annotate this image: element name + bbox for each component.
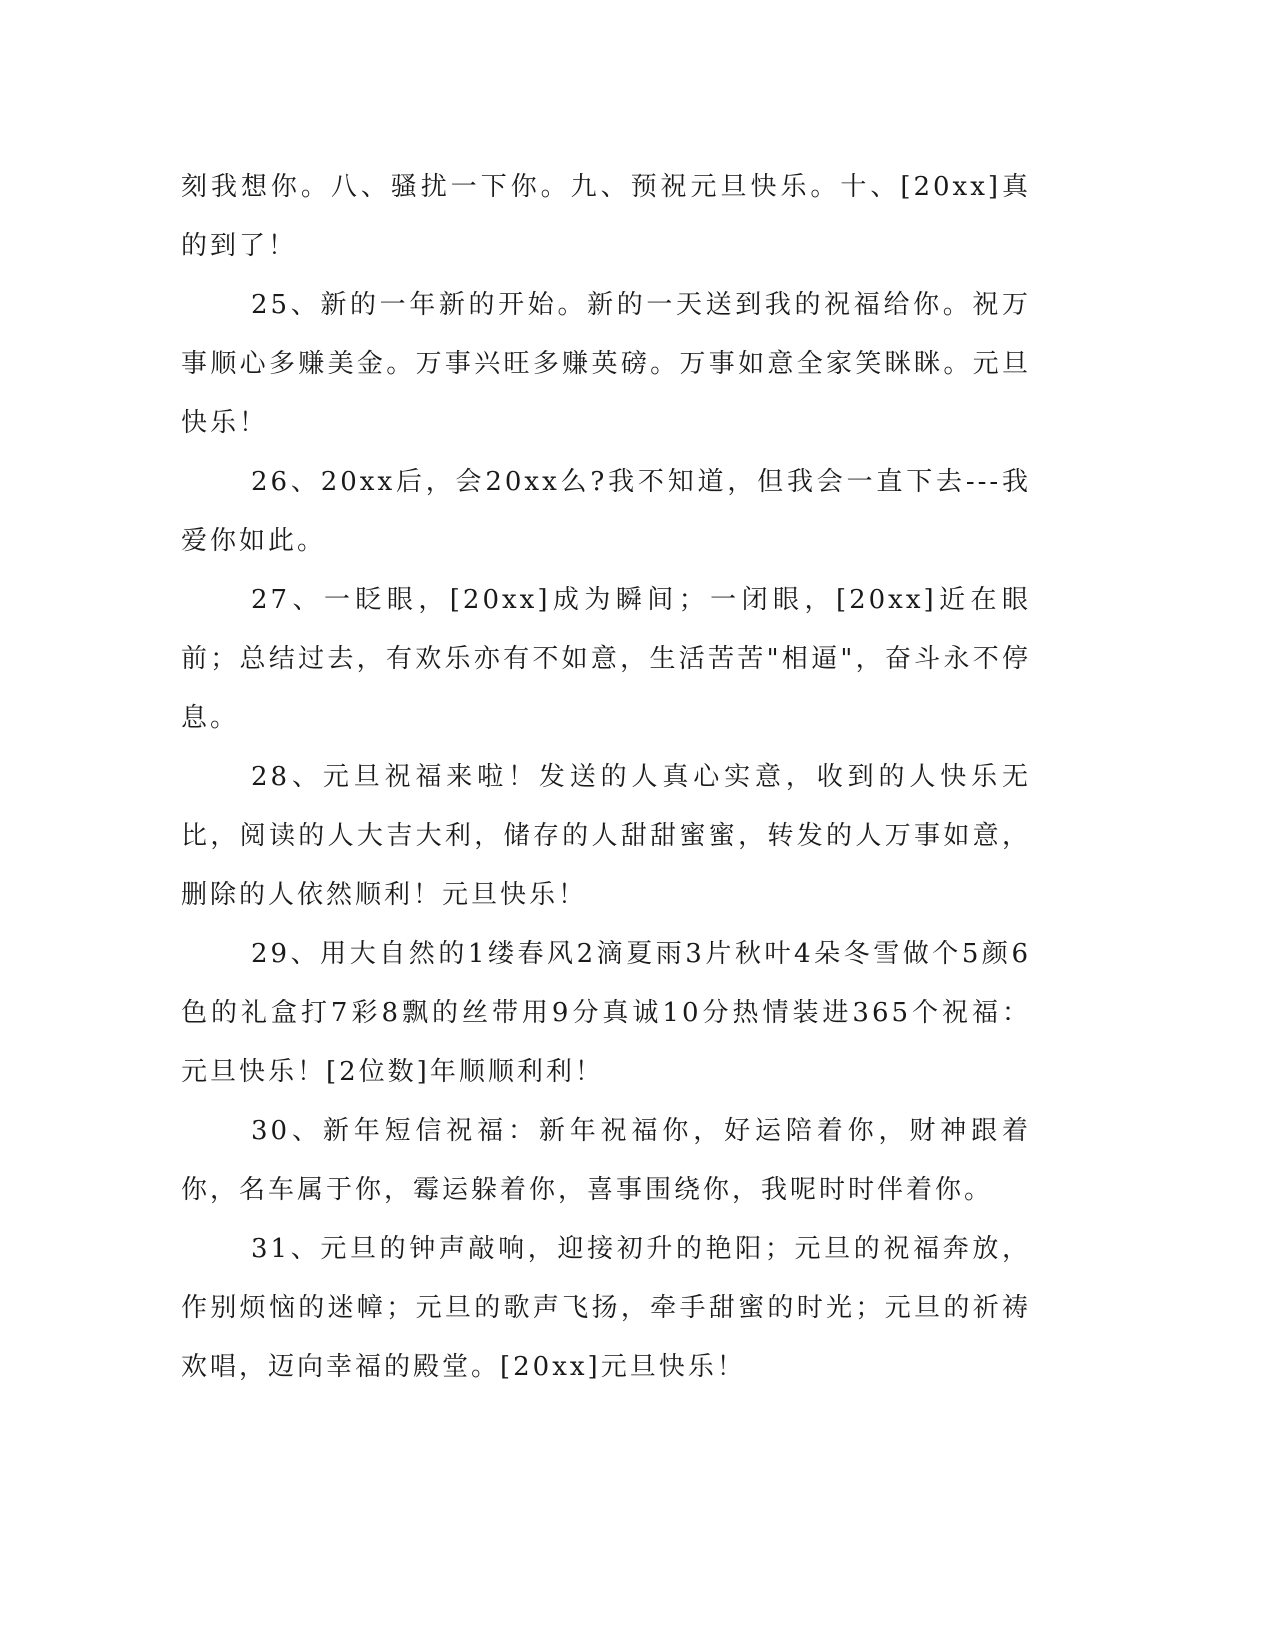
paragraph-30: 30、新年短信祝福：新年祝福你，好运陪着你，财神跟着你，名车属于你，霉运躲着你，喜事围绕你，我呢时时伴着你。 xyxy=(181,1116,1031,1205)
paragraph-26: 26、20xx后，会20xx么?我不知道，但我会一直下去---我爱你如此。 xyxy=(181,467,1031,556)
paragraph-29: 29、用大自然的1缕春风2滴夏雨3片秋叶4朵冬雪做个5颜6色的礼盒打7彩8飘的丝带用9分真诚10分热情装进365个祝福：元旦快乐！[2位数]年顺顺利利！ xyxy=(181,939,1031,1087)
document-body xyxy=(181,158,1031,1397)
paragraph-31: 31、元旦的钟声敲响，迎接初升的艳阳；元旦的祝福奔放，作别烦恼的迷幛；元旦的歌声飞扬，牵手甜蜜的时光；元旦的祈祷欢唱，迈向幸福的殿堂。[20xx]元旦快乐！ xyxy=(181,1234,1031,1382)
paragraph-continuation: 刻我想你。八、骚扰一下你。九、预祝元旦快乐。十、[20xx]真的到了！ xyxy=(181,172,1031,261)
paragraph-28: 28、元旦祝福来啦！发送的人真心实意，收到的人快乐无比，阅读的人大吉大利，储存的人甜甜蜜蜜，转发的人万事如意，删除的人依然顺利！元旦快乐！ xyxy=(181,762,1031,910)
paragraph-25: 25、新的一年新的开始。新的一天送到我的祝福给你。祝万事顺心多赚美金。万事兴旺多赚英磅。万事如意全家笑眯眯。元旦快乐！ xyxy=(181,290,1031,438)
paragraph-27: 27、一眨眼，[20xx]成为瞬间；一闭眼，[20xx]近在眼前；总结过去，有欢乐亦有不如意，生活苦苦"相逼"，奋斗永不停息。 xyxy=(181,585,1031,733)
